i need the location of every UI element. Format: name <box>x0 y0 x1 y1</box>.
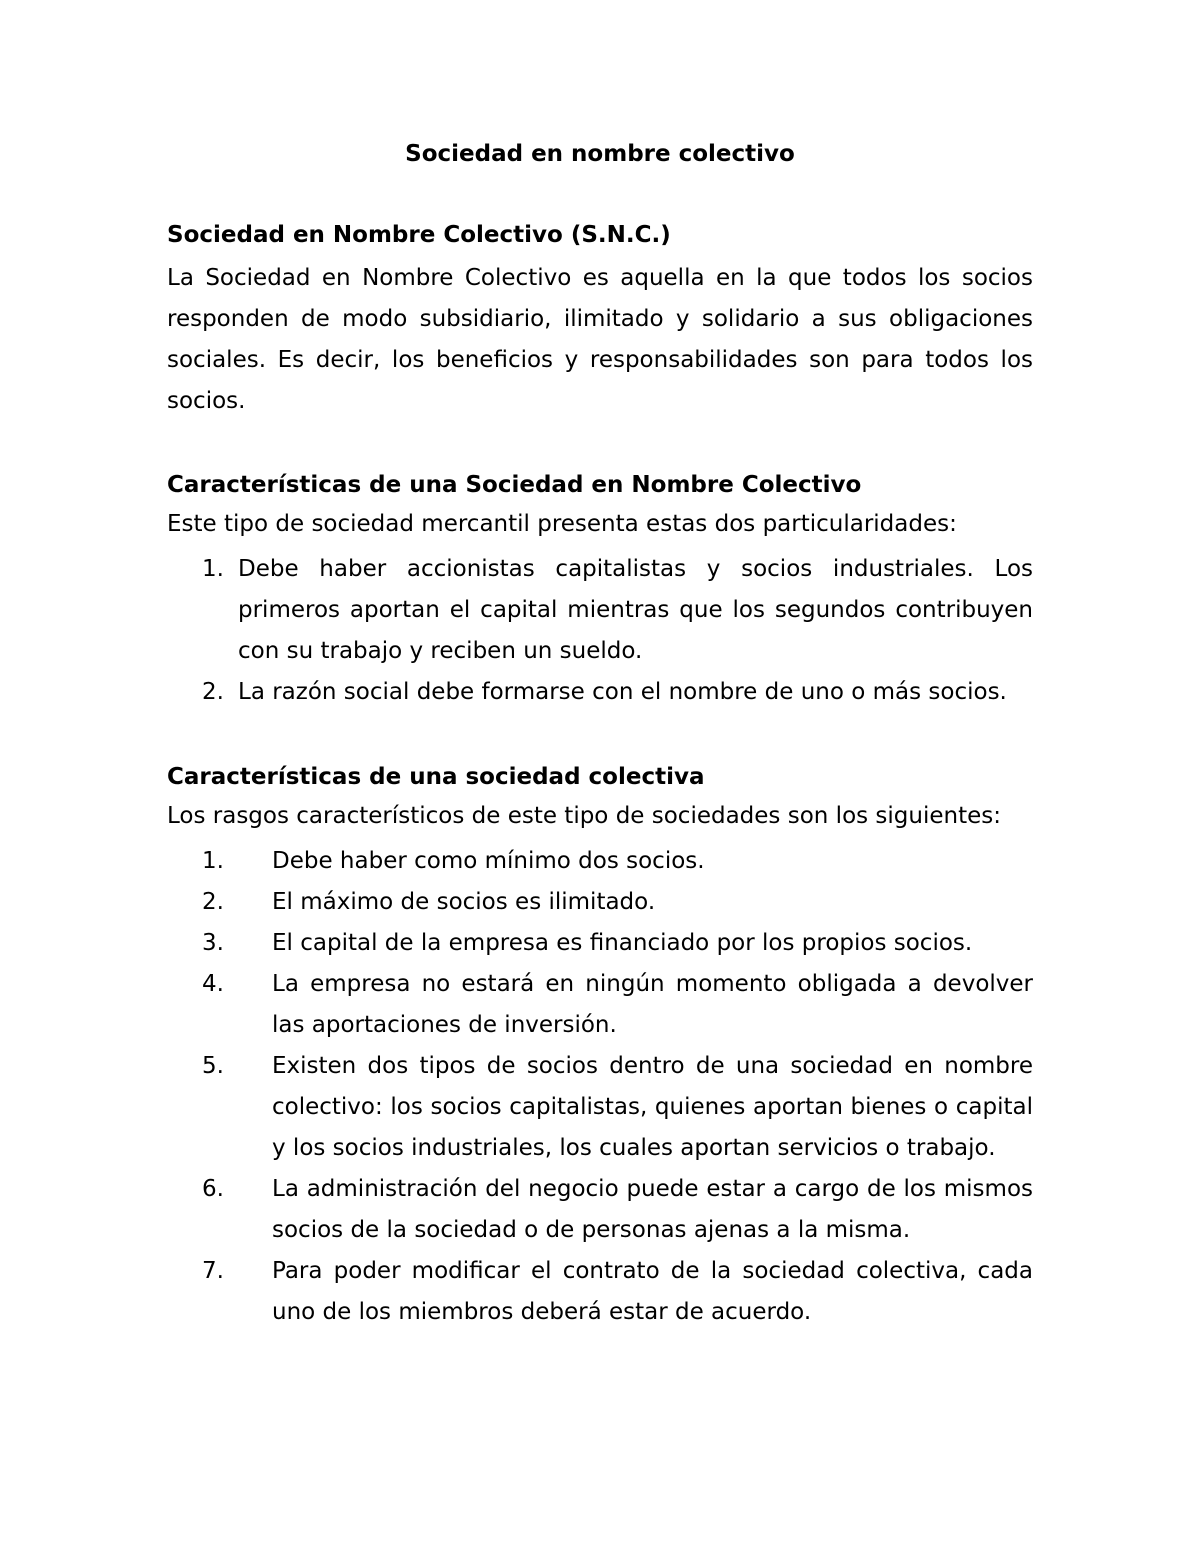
section-snc-definition <box>167 219 1033 422</box>
list-item-number: 7. <box>202 1258 224 1284</box>
section-body: La Sociedad en Nombre Colectivo es aquella en la que todos los socios responden de modo subsidiario, ilimitado y solidario a sus obligaciones sociales. Es decir, los beneficios y responsabilidades son para todos los socios. <box>167 265 1033 414</box>
section-heading: Características de una Sociedad en Nombre Colectivo <box>167 472 862 498</box>
section-collective-characteristics <box>167 761 1033 1333</box>
list-item <box>167 923 1033 964</box>
section-intro: Este tipo de sociedad mercantil presenta estas dos particularidades: <box>167 511 957 537</box>
list-item-text: Debe haber accionistas capitalistas y socios industriales. Los primeros aportan el capital mientras que los segundos contribuyen con su trabajo y reciben un sueldo. <box>238 556 1033 664</box>
list-item-text: Existen dos tipos de socios dentro de una sociedad en nombre colectivo: los socios capitalistas, quienes aportan bienes o capital y los socios industriales, los cuales aportan servicios o trabajo. <box>272 1053 1033 1161</box>
list-item-text: El máximo de socios es ilimitado. <box>272 889 656 915</box>
list-item-number: 1. <box>202 848 224 874</box>
list-item-text: La administración del negocio puede estar a cargo de los mismos socios de la sociedad o de personas ajenas a la misma. <box>272 1176 1033 1243</box>
list-item <box>167 1251 1033 1333</box>
list-item <box>167 1169 1033 1251</box>
list-item <box>167 1046 1033 1169</box>
section-heading: Sociedad en Nombre Colectivo (S.N.C.) <box>167 222 671 248</box>
list-item-number: 5. <box>202 1053 224 1079</box>
list-item <box>167 882 1033 923</box>
list-item <box>167 672 1033 713</box>
list-item-text: El capital de la empresa es financiado por los propios socios. <box>272 930 973 956</box>
list-item <box>167 841 1033 882</box>
section-heading: Características de una sociedad colectiva <box>167 764 705 790</box>
list-item-text: Para poder modificar el contrato de la sociedad colectiva, cada uno de los miembros deberá estar de acuerdo. <box>272 1258 1033 1325</box>
list-item-text: Debe haber como mínimo dos socios. <box>272 848 705 874</box>
document-title: Sociedad en nombre colectivo <box>405 141 795 167</box>
list-item-number: 4. <box>202 971 224 997</box>
list-item-text: La razón social debe formarse con el nombre de uno o más socios. <box>238 679 1007 705</box>
numbered-list <box>167 841 1033 1333</box>
list-item-number: 3. <box>202 930 224 956</box>
list-item-number: 2. <box>202 679 224 705</box>
list-item-number: 6. <box>202 1176 224 1202</box>
list-item <box>167 549 1033 672</box>
numbered-list <box>167 549 1033 713</box>
document-page <box>167 138 1033 1333</box>
section-snc-characteristics <box>167 469 1033 713</box>
list-item-text: La empresa no estará en ningún momento obligada a devolver las aportaciones de inversión. <box>272 971 1033 1038</box>
list-item-number: 1. <box>202 556 224 582</box>
list-item <box>167 964 1033 1046</box>
list-item-number: 2. <box>202 889 224 915</box>
section-intro: Los rasgos característicos de este tipo de sociedades son los siguientes: <box>167 803 1001 829</box>
